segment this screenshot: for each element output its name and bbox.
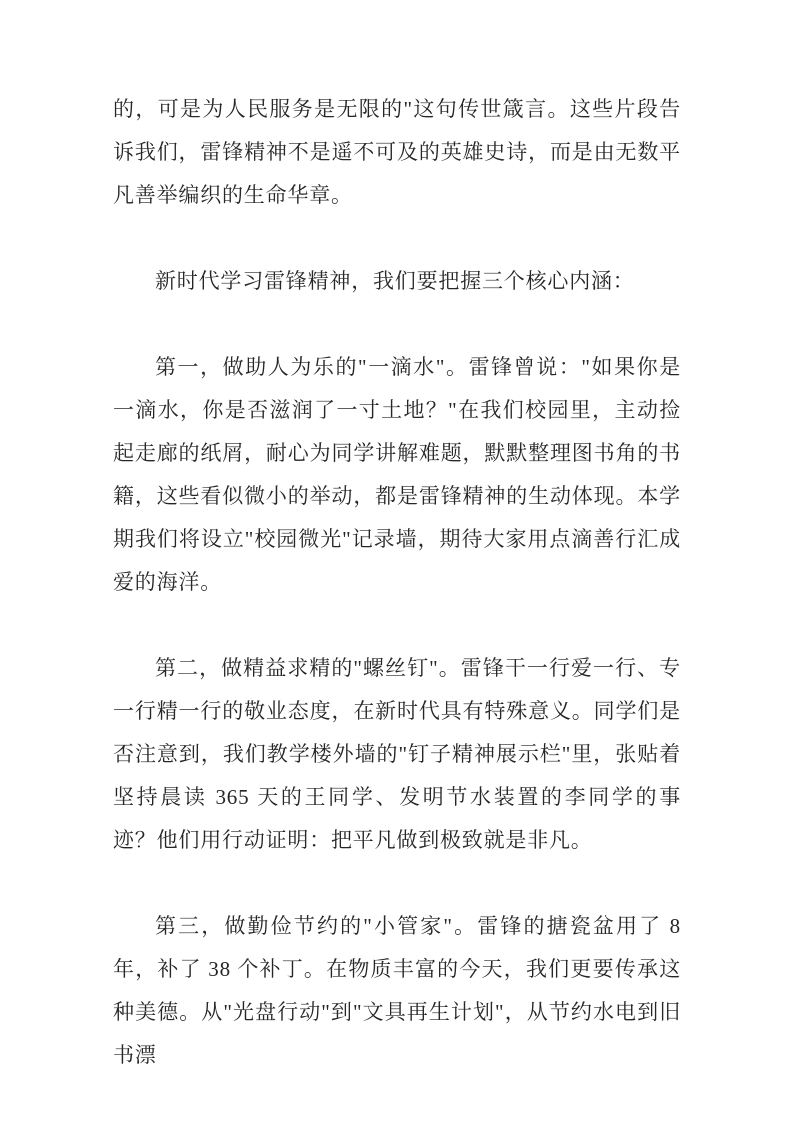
paragraph-point-one-water-drop: 第一，做助人为乐的"一滴水"。雷锋曾说："如果你是一滴水，你是否滋润了一寸土地？"在我们校园里，主动捡起走廊的纸屑，耐心为同学讲解难题，默默整理图书角的书籍，这些看似微小的举动，都是雷锋精神的生动体现。本学期我们将设立"校园微光"记录墙，期待大家用点滴善行汇成爱的海洋。 <box>113 355 681 594</box>
paragraph-point-two-screw-nail: 第二，做精益求精的"螺丝钉"。雷锋干一行爱一行、专一行精一行的敬业态度，在新时代具有特殊意义。同学们是否注意到，我们教学楼外墙的"钉子精神展示栏"里，张贴着坚持晨读 365 天的王同学、发明节水装置的李同学的事迹？他们用行动证明：把平凡做到极致就是非凡。 <box>113 656 681 852</box>
paragraph-point-three-thrift: 第三，做勤俭节约的"小管家"。雷锋的搪瓷盆用了 8 年，补了 38 个补丁。在物质丰富的今天，我们更要传承这种美德。从"光盘行动"到"文具再生计划"，从节约水电到旧书漂 <box>113 914 681 1067</box>
document-body <box>113 88 681 1077</box>
paragraph-continuation: 的，可是为人民服务是无限的"这句传世箴言。这些片段告诉我们，雷锋精神不是遥不可及的英雄史诗，而是由无数平凡善举编织的生命华章。 <box>113 97 681 207</box>
paragraph-intro-three-cores: 新时代学习雷锋精神，我们要把握三个核心内涵： <box>155 269 635 293</box>
